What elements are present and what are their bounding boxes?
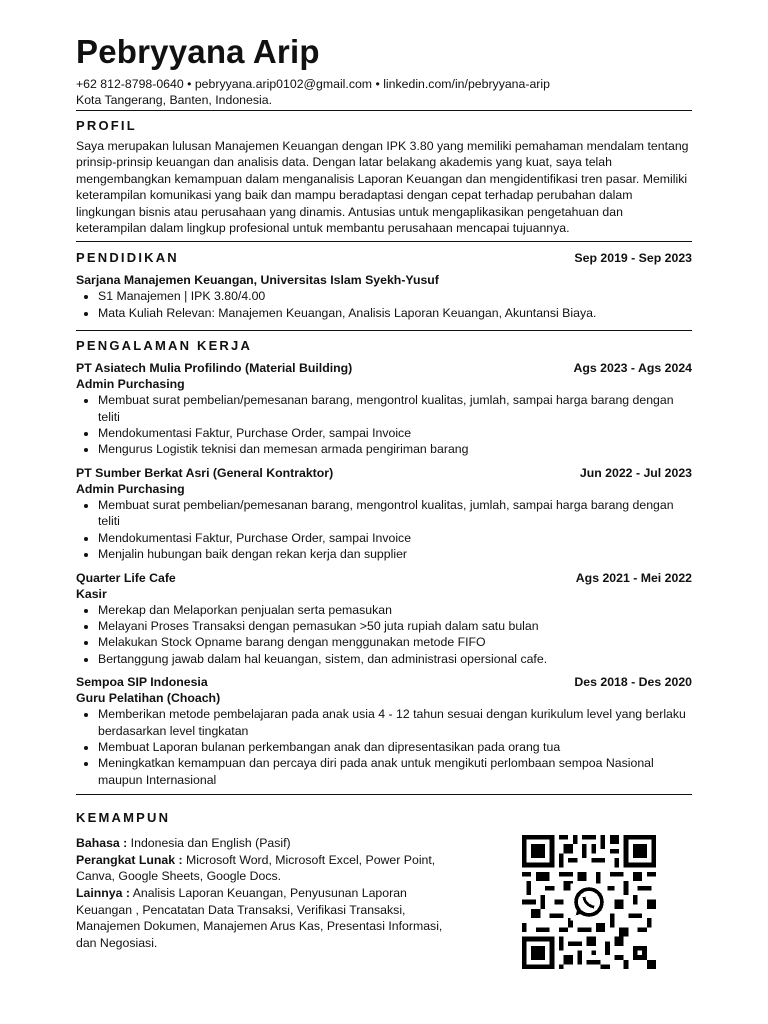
job-role: Admin Purchasing	[76, 377, 185, 392]
section-title-pengalaman: PENGALAMAN KERJA	[76, 338, 253, 354]
job-company: Quarter Life Cafe	[76, 570, 176, 585]
skill-label: Lainnya :	[76, 885, 130, 900]
list-item: • Mendokumentasi Faktur, Purchase Order, sampai Invoice	[98, 425, 692, 441]
skill-value: Analisis Laporan Keuangan, Penyusunan Laporan Keuangan , Pencatatan Data Transaksi, Verifikasi Transaksi, Manajemen Dokumen, Manajemen Arus Kas, Presentasi Informasi, dan Negosiasi.	[76, 885, 443, 950]
skill-label: Bahasa :	[76, 836, 128, 851]
list-item: • Mengurus Logistik teknisi dan memesan armada pengiriman barang	[98, 441, 692, 457]
skills-block	[76, 835, 456, 969]
qr-code-icon	[518, 835, 660, 969]
job-duties	[76, 706, 692, 788]
person-name: Pebryyana Arip	[76, 33, 320, 70]
job-entry	[76, 570, 692, 668]
job-role: Guru Pelatihan (Choach)	[76, 691, 221, 706]
job-duties	[76, 392, 692, 458]
whatsapp-icon	[571, 884, 608, 921]
list-item: • S1 Manajemen | IPK 3.80/4.00	[98, 288, 692, 304]
contact-line: +62 812-8798-0640 • pebryyana.arip0102@gmail.com • linkedin.com/in/pebryyana-arip	[76, 77, 550, 91]
divider	[76, 330, 692, 331]
job-date: Ags 2021 - Mei 2022	[575, 570, 692, 585]
skill-lainnya	[76, 885, 456, 951]
divider	[76, 794, 692, 795]
section-title-pendidikan: PENDIDIKAN	[76, 250, 179, 266]
skill-perangkat-lunak	[76, 852, 456, 885]
list-item: • Membuat Laporan bulanan perkembangan anak dan dipresentasikan pada orang tua	[98, 739, 692, 755]
list-item: • Memberikan metode pembelajaran pada anak usia 4 - 12 tahun sesuai dengan kurikulum level yang berlaku berdasarkan level tingkatan	[98, 706, 692, 739]
education-date: Sep 2019 - Sep 2023	[574, 251, 692, 266]
divider	[76, 110, 692, 111]
section-title-kemampuan: KEMAMPUN	[76, 810, 171, 826]
skill-value: Microsoft Word, Microsoft Excel, Power Point, Canva, Google Sheets, Google Docs.	[76, 852, 436, 884]
job-company: PT Sumber Berkat Asri (General Kontraktor)	[76, 465, 334, 480]
location: Kota Tangerang, Banten, Indonesia.	[76, 93, 272, 107]
list-item: • Meningkatkan kemampuan dan percaya diri pada anak untuk mengikuti perlombaan sempoa Nasional maupun Internasional	[98, 755, 692, 788]
list-item: • Melayani Proses Transaksi dengan pemasukan >50 juta rupiah dalam satu bulan	[98, 618, 692, 634]
list-item: • Merekap dan Melaporkan penjualan serta pemasukan	[98, 602, 692, 618]
education-degree: Sarjana Manajemen Keuangan, Universitas Islam Syekh-Yusuf	[76, 273, 439, 288]
list-item: • Membuat surat pembelian/pemesanan barang, mengontrol kualitas, jumlah, sampai harga barang dengan teliti	[98, 392, 692, 425]
job-entry	[76, 674, 692, 788]
job-duties	[76, 602, 692, 668]
profil-text: Saya merupakan lulusan Manajemen Keuangan dengan IPK 3.80 yang memiliki pemahaman mendalam tentang prinsip-prinsip keuangan dan analisis data. Dengan latar belakang akademis yang kuat, saya telah mengembangkan kemampuan dalam menganalisis Laporan Keuangan dan mengidentifikasi tren pasar. Memiliki keterampilan komunikasi yang baik dan mampu beradaptasi dengan cepat terhadap perubahan dalam lingkungan bisnis atau perusahaan yang dinamis. Antusias untuk mengaplikasikan pengetahuan dan keterampilan dalam lingkup profesional untuk membantu perusahaan mencapai tujuannya.	[76, 139, 689, 236]
resume-page	[76, 30, 692, 969]
job-entry	[76, 465, 692, 563]
list-item: • Membuat surat pembelian/pemesanan barang, mengontrol kualitas, jumlah, sampai harga barang dengan teliti	[98, 497, 692, 530]
skill-bahasa	[76, 835, 456, 852]
list-item: • Mendokumentasi Faktur, Purchase Order, sampai Invoice	[98, 530, 692, 546]
skill-value: Indonesia dan English (Pasif)	[127, 836, 291, 851]
job-duties	[76, 497, 692, 563]
list-item: • Menjalin hubungan baik dengan rekan kerja dan supplier	[98, 546, 692, 562]
section-title-profil: PROFIL	[76, 118, 137, 133]
job-entry	[76, 360, 692, 458]
job-role: Admin Purchasing	[76, 481, 185, 496]
list-item: • Bertanggung jawab dalam hal keuangan, sistem, dan administrasi opersional cafe.	[98, 651, 692, 667]
skill-label: Perangkat Lunak :	[76, 852, 183, 867]
education-list	[76, 288, 692, 321]
job-date: Des 2018 - Des 2020	[574, 675, 692, 690]
job-date: Ags 2023 - Ags 2024	[573, 361, 692, 376]
job-role: Kasir	[76, 586, 107, 601]
list-item: • Melakukan Stock Opname barang dengan menggunakan metode FIFO	[98, 634, 692, 650]
list-item: • Mata Kuliah Relevan: Manajemen Keuangan, Analisis Laporan Keuangan, Akuntansi Biaya.	[98, 305, 692, 321]
job-company: Sempoa SIP Indonesia	[76, 675, 208, 690]
divider	[76, 241, 692, 242]
job-date: Jun 2022 - Jul 2023	[579, 465, 692, 480]
job-company: PT Asiatech Mulia Profilindo (Material Building)	[76, 361, 353, 376]
